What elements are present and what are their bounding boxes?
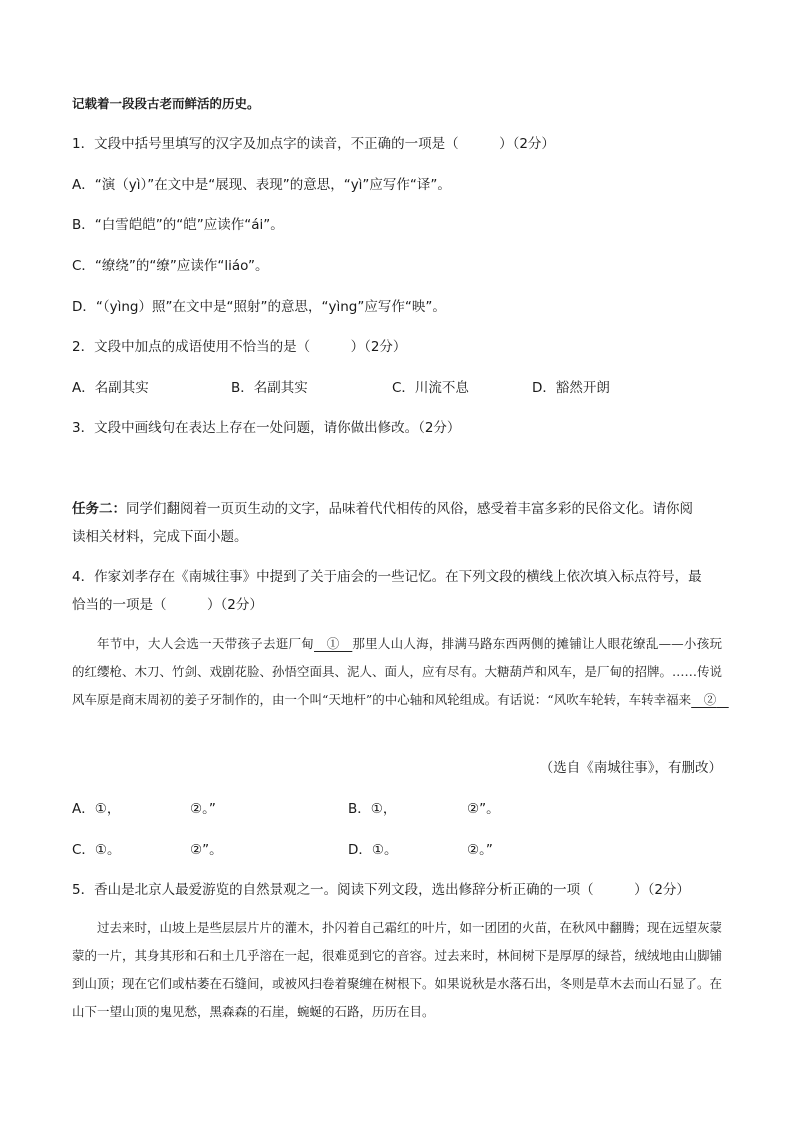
task2-label: 任务二： (72, 501, 126, 517)
q4-passage-paragraph (72, 630, 729, 714)
q4-blank-1: ① (314, 636, 353, 651)
q4-option-b-part2: ②”。 (467, 801, 500, 817)
q2-stem: 2．文段中加点的成语使用不恰当的是（ ）（2分） (72, 339, 407, 355)
q4-blank-2: ② (691, 692, 729, 707)
q4-passage-part-1: 年节中，大人会选一天带孩子去逛厂甸 (97, 636, 315, 651)
q4-option-d-part2: ②。” (467, 842, 493, 858)
q2-option-c: C．川流不息 (392, 380, 469, 396)
q1-option-c: C．“缭绕”的“缭”应读作“liáo”。 (72, 258, 269, 274)
q2-option-b: B．名副其实 (231, 380, 308, 396)
q4-option-a-part1: A．①， (72, 801, 121, 817)
task2-line1 (72, 499, 693, 519)
q2-option-d: D．豁然开朗 (532, 380, 610, 396)
q1-option-b: B．“白雪皑皑”的“皑”应读作“ái”。 (72, 217, 284, 233)
q5-stem: 5．香山是北京人最爱游览的自然景观之一。阅读下列文段，选出修辞分析正确的一项（ ）（2分） (72, 882, 690, 898)
q4-option-d-part1: D．①。 (348, 842, 398, 858)
q4-stem-2: 恰当的一项是（ ）（2分） (72, 597, 263, 613)
q1-option-d: D．“（yìng）照”在文中是“照射”的意思，“yìng”应写作“映”。 (72, 299, 446, 315)
q4-option-b-part1: B．①， (348, 801, 397, 817)
q1-option-a: A．“演（yì）”在文中是“展现、表现”的意思，“yì”应写作“译”。 (72, 177, 451, 193)
q1-stem: 1．文段中括号里填写的汉字及加点字的读音，不正确的一项是（ ）（2分） (72, 136, 555, 152)
task2-line2: 读相关材料，完成下面小题。 (72, 529, 248, 545)
q2-option-a: A．名副其实 (72, 380, 149, 396)
q3-stem: 3．文段中画线句在表达上存在一处问题，请你做出修改。（2分） (72, 420, 461, 436)
q4-source: （选自《南城往事》，有删改） (539, 760, 722, 776)
q4-option-c-part1: C．①。 (72, 842, 121, 858)
intro-line: 记载着一段段古老而鲜活的历史。 (72, 96, 260, 111)
task2-text-1: 同学们翻阅着一页页生动的文字，品味着代代相传的风俗，感受着丰富多彩的民俗文化。请你阅 (126, 501, 693, 517)
q4-stem-1: 4．作家刘孝存在《南城往事》中提到了关于庙会的一些记忆。在下列文段的横线上依次填入标点符号，最 (72, 569, 702, 585)
q4-passage-part-2: 那里人山人海，排满马路东西两侧的摊铺让人眼花缭乱——小孩玩的红缨枪、木刀、竹剑、戏剧花脸、孙悟空面具、泥人、面人，应有尽有。大糖葫芦和风车，是厂甸的招牌。……传说风车原是商末周初的姜子牙制作的，由一个叫“天地杆”的中心轴和风轮组成。有话说：“风吹车轮转，车转幸福来 (72, 636, 723, 707)
q4-option-a-part2: ②。” (190, 801, 216, 817)
q4-passage (72, 630, 729, 714)
q4-option-c-part2: ②”。 (190, 842, 223, 858)
q5-passage (72, 914, 722, 1026)
q5-passage-paragraph: 过去来时，山坡上是些层层片片的灌木，扑闪着自己霜红的叶片，如一团团的火苗，在秋风中翻腾；现在远望灰蒙蒙的一片，其身其形和石和土几乎溶在一起，很难觅到它的音容。过去来时，林间树下是厚厚的绿苔，绒绒地由山脚铺到山顶；现在它们或枯萎在石缝间，或被风扫卷着聚缠在树根下。如果说秋是水落石出，冬则是草木去而山石显了。在山下一望山顶的鬼见愁，黑森森的石崖，蜿蜒的石路，历历在目。 (72, 920, 723, 1019)
